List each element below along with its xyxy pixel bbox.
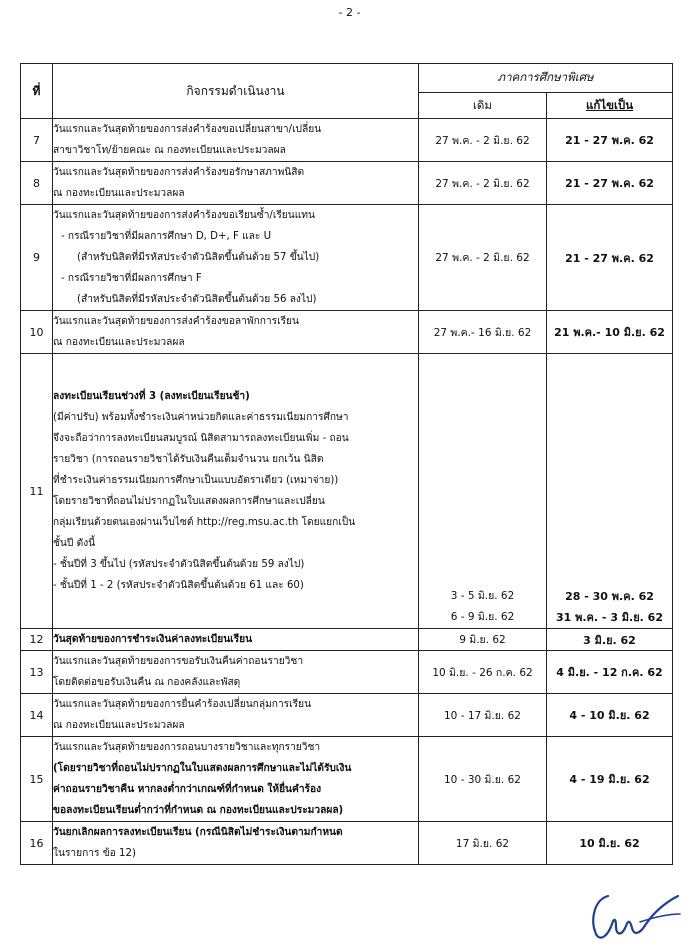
table-row — [21, 651, 673, 694]
revised-date: 3 มิ.ย. 62 — [547, 629, 673, 651]
revised-date: 21 - 27 พ.ค. 62 — [547, 205, 673, 311]
activity-line: วันแรกและวันสุดท้ายของการส่งคำร้องขอเรียนซ้ำ/เรียนแทน — [53, 210, 315, 221]
activity-cell — [53, 205, 419, 311]
revised-date-cell — [547, 354, 673, 629]
revised-date: 10 มิ.ย. 62 — [547, 822, 673, 865]
header-activity: กิจกรรมดำเนินงาน — [53, 64, 419, 119]
activity-line: - ชั้นปีที่ 1 - 2 (รหัสประจำตัวนิสิตขึ้นต้นด้วย 61 และ 60) — [53, 580, 304, 591]
activity-line: - ชั้นปีที่ 3 ขึ้นไป (รหัสประจำตัวนิสิตขึ้นต้นด้วย 59 ลงไป) — [53, 559, 305, 570]
activity-cell — [53, 354, 419, 629]
row-number: 11 — [21, 354, 53, 629]
table-row — [21, 629, 673, 651]
activity-line: ขอลงทะเบียนเรียนต่ำกว่าที่กำหนด ณ กองทะเบียนและประมวลผล) — [53, 805, 344, 816]
activity-line: ณ กองทะเบียนและประมวลผล — [53, 188, 185, 199]
revised-date: 4 - 19 มิ.ย. 62 — [547, 737, 673, 822]
activity-line: (โดยรายวิชาที่ถอนไม่ปรากฏในใบแสดงผลการศึกษาและไม่ได้รับเงิน — [53, 763, 352, 774]
activity-line: วันแรกและวันสุดท้ายของการยื่นคำร้องเปลี่ยนกลุ่มการเรียน — [53, 699, 312, 710]
row-number: 12 — [21, 629, 53, 651]
original-date-cell — [419, 354, 547, 629]
revised-date: 21 พ.ค.- 10 มิ.ย. 62 — [547, 311, 673, 354]
original-date: 3 - 5 มิ.ย. 62 — [450, 590, 515, 602]
header-original: เดิม — [419, 93, 547, 119]
table-row — [21, 311, 673, 354]
revised-date: 4 - 10 มิ.ย. 62 — [547, 694, 673, 737]
original-date: 10 - 30 มิ.ย. 62 — [419, 737, 547, 822]
handwritten-signature — [586, 884, 681, 944]
activity-line: ลงทะเบียนเรียนช่วงที่ 3 (ลงทะเบียนเรียนช้า) — [53, 391, 250, 402]
activity-line: (สำหรับนิสิตที่มีรหัสประจำตัวนิสิตขึ้นต้นด้วย 56 ลงไป) — [77, 294, 317, 305]
activity-line: วันแรกและวันสุดท้ายของการขอรับเงินคืนค่าถอนรายวิชา — [53, 656, 304, 667]
activity-line: (มีค่าปรับ) พร้อมทั้งชำระเงินค่าหน่วยกิตและค่าธรรมเนียมการศึกษา — [53, 412, 349, 423]
table-row — [21, 694, 673, 737]
activity-cell — [53, 162, 419, 205]
page-number: - 2 - — [338, 6, 361, 19]
activity-line: สาขาวิชาโท/ย้ายคณะ ณ กองทะเบียนและประมวลผล — [53, 145, 286, 156]
table-row — [21, 737, 673, 822]
revised-date: 31 พ.ค. - 3 มิ.ย. 62 — [555, 611, 663, 624]
activity-line: วันสุดท้ายของการชำระเงินค่าลงทะเบียนเรียน — [53, 634, 253, 645]
activity-line: จึงจะถือว่าการลงทะเบียนสมบูรณ์ นิสิตสามารถลงทะเบียนเพิ่ม - ถอน — [53, 433, 349, 444]
activity-line: วันแรกและวันสุดท้ายของการส่งคำร้องขอรักษาสภาพนิสิต — [53, 167, 305, 178]
activity-line: วันแรกและวันสุดท้ายของการส่งคำร้องขอเปลี่ยนสาขา/เปลี่ยน — [53, 124, 322, 135]
activity-line: วันแรกและวันสุดท้ายของการส่งคำร้องขอลาพักการเรียน — [53, 316, 299, 327]
revised-date: 21 - 27 พ.ค. 62 — [547, 162, 673, 205]
activity-line: โดยรายวิชาที่ถอนไม่ปรากฏในใบแสดงผลการศึกษาและเปลี่ยน — [53, 496, 325, 507]
row-number: 14 — [21, 694, 53, 737]
activity-line: รายวิชา (การถอนรายวิชาได้รับเงินคืนเต็มจำนวน ยกเว้น นิสิต — [53, 454, 324, 465]
table-row — [21, 822, 673, 865]
row-number: 16 — [21, 822, 53, 865]
table-row — [21, 162, 673, 205]
activity-line: - กรณีรายวิชาที่มีผลการศึกษา D, D+, F และ U — [61, 231, 272, 242]
activity-line: ในรายการ ข้อ 12) — [53, 848, 136, 859]
activity-line: กลุ่มเรียนด้วยตนเองผ่านเว็บไซต์ http://reg.msu.ac.th โดยแยกเป็น — [53, 517, 356, 528]
original-date: 17 มิ.ย. 62 — [419, 822, 547, 865]
original-date: 27 พ.ค.- 16 มิ.ย. 62 — [419, 311, 547, 354]
revised-date: 28 - 30 พ.ค. 62 — [565, 590, 654, 603]
table-row — [21, 354, 673, 629]
activity-line: ที่ชำระเงินค่าธรรมเนียมการศึกษาเป็นแบบอัตราเดียว (เหมาจ่าย)) — [53, 475, 339, 486]
activity-line: - กรณีรายวิชาที่มีผลการศึกษา F — [61, 273, 202, 284]
table-row — [21, 119, 673, 162]
row-number: 8 — [21, 162, 53, 205]
activity-line: วันยกเลิกผลการลงทะเบียนเรียน (กรณีนิสิตไม่ชำระเงินตามกำหนด — [53, 827, 343, 838]
activity-line: โดยติดต่อขอรับเงินคืน ณ กองคลังและพัสดุ — [53, 677, 241, 688]
activity-cell — [53, 119, 419, 162]
original-date: 10 - 17 มิ.ย. 62 — [419, 694, 547, 737]
original-date: 6 - 9 มิ.ย. 62 — [450, 611, 515, 623]
row-number: 13 — [21, 651, 53, 694]
table-header-row — [21, 64, 673, 93]
table-row — [21, 205, 673, 311]
schedule-table — [20, 63, 673, 865]
row-number: 10 — [21, 311, 53, 354]
row-number: 9 — [21, 205, 53, 311]
activity-line: วันแรกและวันสุดท้ายของการถอนบางรายวิชาและทุกรายวิชา — [53, 742, 321, 753]
original-date: 10 มิ.ย. - 26 ก.ค. 62 — [419, 651, 547, 694]
activity-line: ณ กองทะเบียนและประมวลผล — [53, 720, 185, 731]
revised-date: 4 มิ.ย. - 12 ก.ค. 62 — [547, 651, 673, 694]
activity-cell — [53, 629, 419, 651]
activity-line: ชั้นปี ดังนี้ — [53, 538, 96, 549]
header-no: ที่ — [21, 64, 53, 119]
activity-line: ณ กองทะเบียนและประมวลผล — [53, 337, 185, 348]
row-number: 15 — [21, 737, 53, 822]
activity-cell — [53, 311, 419, 354]
original-date: 27 พ.ค. - 2 มิ.ย. 62 — [419, 162, 547, 205]
activity-cell — [53, 822, 419, 865]
activity-cell — [53, 694, 419, 737]
original-date: 27 พ.ค. - 2 มิ.ย. 62 — [419, 205, 547, 311]
original-date: 9 มิ.ย. 62 — [419, 629, 547, 651]
row-number: 7 — [21, 119, 53, 162]
activity-cell — [53, 737, 419, 822]
header-special-semester: ภาคการศึกษาพิเศษ — [419, 64, 673, 93]
header-revised: แก้ไขเป็น — [547, 93, 673, 119]
revised-date: 21 - 27 พ.ค. 62 — [547, 119, 673, 162]
activity-cell — [53, 651, 419, 694]
activity-line: ค่าถอนรายวิชาคืน หากลงต่ำกว่าเกณฑ์ที่กำหนด ให้ยื่นคำร้อง — [53, 784, 322, 795]
activity-line: (สำหรับนิสิตที่มีรหัสประจำตัวนิสิตขึ้นต้นด้วย 57 ขึ้นไป) — [77, 252, 320, 263]
original-date: 27 พ.ค. - 2 มิ.ย. 62 — [419, 119, 547, 162]
